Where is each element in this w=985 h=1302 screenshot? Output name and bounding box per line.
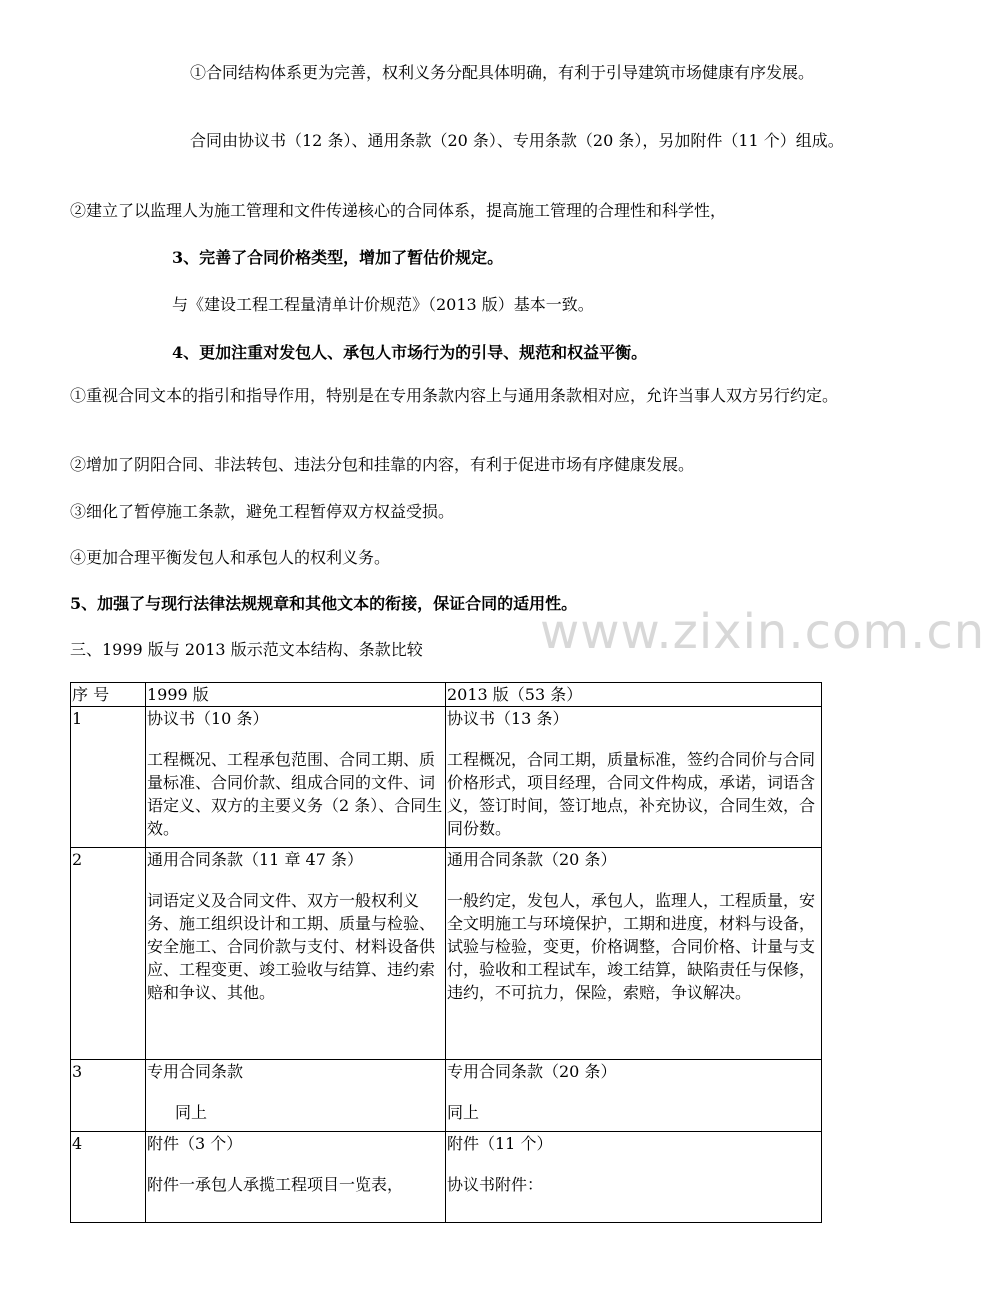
cell-title: 协议书（10 条） [147,709,269,728]
cell-title: 专用合同条款（20 条） [447,1062,617,1081]
table-row [71,1132,822,1223]
paragraph-illegal-subcontract: ②增加了阴阳合同、非法转包、违法分包和挂靠的内容，有利于促进市场有序健康发展。 [70,455,695,474]
cell-2013 [446,848,822,1060]
cell-2013 [446,707,822,848]
cell-body: 同上 [175,1103,208,1122]
cell-1999 [146,848,446,1060]
row-number: 1 [71,707,146,848]
cell-1999 [146,707,446,848]
paragraph-guidance: ①重视合同文本的指引和指导作用，特别是在专用条款内容上与通用条款相对应，允许当事人双方另行约定。 [70,386,839,405]
table-row [71,707,822,848]
cell-title: 通用合同条款（11 章 47 条） [147,850,363,869]
heading-price-types: 3、完善了合同价格类型，增加了暂估价规定。 [172,248,504,267]
row-number: 3 [71,1060,146,1132]
cell-title: 附件（3 个） [147,1134,243,1153]
cell-title: 附件（11 个） [447,1134,553,1153]
cell-body: 一般约定，发包人，承包人，监理人，工程质量，安全文明施工与环境保护，工期和进度，材料与设备，试验与检验，变更，价格调整，合同价格、计量与支付，验收和工程试车，竣工结算，缺陷责任与保修，违约，不可抗力，保险，索赔，争议解决。 [447,891,816,1002]
cell-1999 [146,1060,446,1132]
row-number: 4 [71,1132,146,1223]
cell-body: 工程概况，合同工期，质量标准，签约合同价与合同价格形式，项目经理，合同文件构成，承诺，词语含义，签订时间，签订地点，补充协议，合同生效，合同份数。 [447,750,816,838]
cell-body: 协议书附件： [447,1175,544,1194]
header-cell-1999: 1999 版 [146,683,446,707]
header-cell-2013: 2013 版（53 条） [446,683,822,707]
cell-1999 [146,1132,446,1223]
header-cell-no: 序 号 [71,683,146,707]
paragraph-supervisor-core: ②建立了以监理人为施工管理和文件传递核心的合同体系，提高施工管理的合理性和科学性， [70,201,727,220]
heading-law-alignment: 5、加强了与现行法律法规规章和其他文本的衔接，保证合同的适用性。 [70,594,578,613]
comparison-table [70,682,822,1223]
row-number: 2 [71,848,146,1060]
cell-body: 附件一承包人承揽工程项目一览表， [147,1175,404,1194]
cell-title: 专用合同条款 [147,1062,244,1081]
heading-market-behavior: 4、更加注重对发包人、承包人市场行为的引导、规范和权益平衡。 [172,343,648,362]
paragraph-suspension: ③细化了暂停施工条款，避免工程暂停双方权益受损。 [70,502,455,521]
paragraph-balance: ④更加合理平衡发包人和承包人的权利义务。 [70,548,391,567]
cell-body: 工程概况、工程承包范围、合同工期、质量标准、合同价款、组成合同的文件、词语定义、双方的主要义务（2 条）、合同生效。 [147,750,443,838]
cell-2013 [446,1132,822,1223]
cell-title: 协议书（13 条） [447,709,569,728]
cell-body: 词语定义及合同文件、双方一般权利义务、施工组织设计和工期、质量与检验、安全施工、合同价款与支付、材料设备供应、工程变更、竣工验收与结算、违约索赔和争议、其他。 [147,891,436,1002]
watermark-text: www.zixin.com.cn [540,604,985,660]
cell-body: 同上 [447,1103,480,1122]
table-row [71,1060,822,1132]
table-row [71,848,822,1060]
cell-2013 [446,1060,822,1132]
cell-title: 通用合同条款（20 条） [447,850,617,869]
paragraph-contract-structure: ①合同结构体系更为完善，权利义务分配具体明确，有利于引导建筑市场健康有序发展。 [190,63,815,82]
paragraph-pricing-spec: 与《建设工程工程量清单计价规范》（2013 版）基本一致。 [172,295,594,314]
table-header-row [71,683,822,707]
section-heading-comparison: 三、1999 版与 2013 版示范文本结构、条款比较 [70,640,423,659]
paragraph-contract-composition: 合同由协议书（12 条）、通用条款（20 条）、专用条款（20 条），另加附件（11 个）组成。 [190,131,844,150]
